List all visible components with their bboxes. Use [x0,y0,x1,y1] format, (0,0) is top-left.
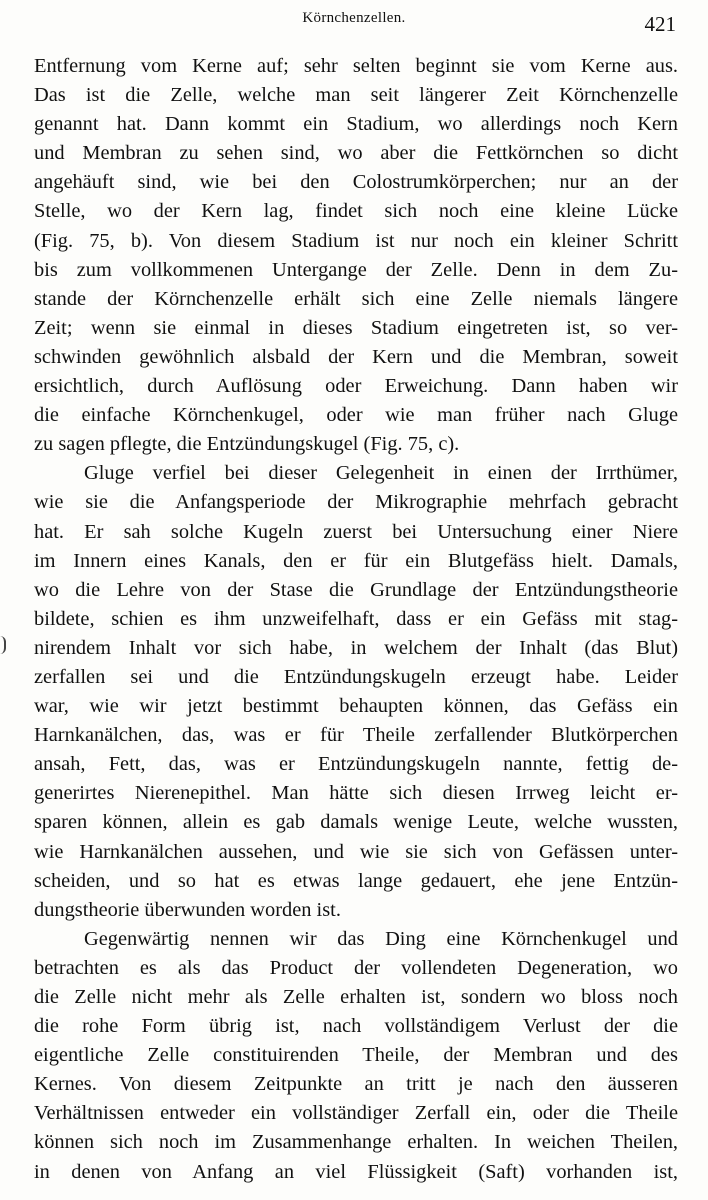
text-line: war, wie wir jetzt bestimmt behaupten können, das Gefäss ein [34,695,678,718]
text-line: Zeit; wenn sie einmal in dieses Stadium eingetreten ist, so ver- [34,316,678,339]
text-line: (Fig. 75, b). Von diesem Stadium ist nur noch ein kleiner Schritt [34,229,678,252]
text-line: Gluge verfiel bei dieser Gelegenheit in einen der Irrthümer, [84,462,678,485]
text-line: die Zelle nicht mehr als Zelle erhalten ist, sondern wo bloss noch [34,986,678,1008]
text-line: sparen können, allein es gab damals wenige Leute, welche wussten, [34,811,678,834]
running-title: Körnchenzellen. [302,10,406,26]
text-line: die einfache Körnchenkugel, oder wie man früher nach Gluge [34,404,678,427]
text-line: wie sie die Anfangsperiode der Mikrographie mehrfach gebracht [34,491,678,514]
text-line: angehäuft sind, wie bei den Colostrumkörperchen; nur an der [34,171,678,194]
text-line: wo die Lehre von der Stase die Grundlage der Entzündungstheorie [34,578,678,601]
text-line: zerfallen sei und die Entzündungskugeln erzeugt habe. Leider [34,665,678,688]
text-line: können sich noch im Zusammenhange erhalten. In weichen Theilen, [34,1131,678,1154]
text-line: bildete, schien es ihm unzweifelhaft, dass er ein Gefäss mit stag- [34,607,678,630]
text-line: in denen von Anfang an viel Flüssigkeit (Saft) vorhanden ist, [34,1160,678,1183]
text-line: dungstheorie überwunden worden ist. [34,898,341,921]
text-line: Kernes. Von diesem Zeitpunkte an tritt je nach den äusseren [34,1073,678,1096]
text-line: bis zum vollkommenen Untergange der Zelle. Denn in dem Zu- [34,258,678,281]
text-line: betrachten es als das Product der vollendeten Degeneration, wo [34,956,678,979]
text-line: Verhältnissen entweder ein vollständiger Zerfall ein, oder die Theile [34,1102,678,1125]
text-line: wie Harnkanälchen aussehen, und wie sie sich von Gefässen unter- [34,840,678,863]
text-line: Harnkanälchen, das, was er für Theile zerfallender Blutkörperchen [34,724,678,747]
text-line: Stelle, wo der Kern lag, findet sich noch eine kleine Lücke [34,200,678,223]
margin-bracket-mark [0,636,6,654]
page-number: 421 [644,12,676,36]
page-header [0,6,708,36]
text-line: und Membran zu sehen sind, wo aber die Fettkörnchen so dicht [34,142,678,165]
text-line: genannt hat. Dann kommt ein Stadium, wo allerdings noch Kern [34,113,678,136]
text-line: im Innern eines Kanals, den er für ein Blutgefäss hielt. Damals, [34,549,678,572]
body-text [34,52,678,1187]
text-line: ersichtlich, durch Auflösung oder Erweichung. Dann haben wir [34,375,678,398]
text-line: hat. Er sah solche Kugeln zuerst bei Untersuchung einer Niere [34,520,678,543]
text-line: Entfernung vom Kerne auf; sehr selten beginnt sie vom Kerne aus. [34,55,678,77]
text-line: ansah, Fett, das, was er Entzündungskugeln nannte, fettig de- [34,753,678,776]
text-line: zu sagen pflegte, die Entzündungskugel (Fig. 75, c). [34,433,460,456]
text-line: die rohe Form übrig ist, nach vollständigem Verlust der die [34,1015,678,1038]
text-line: stande der Körnchenzelle erhält sich eine Zelle niemals längere [34,287,678,310]
text-line: Gegenwärtig nennen wir das Ding eine Körnchenkugel und [84,927,678,950]
text-line: generirtes Nierenepithel. Man hätte sich diesen Irrweg leicht er- [34,782,678,805]
text-line: Das ist die Zelle, welche man seit längerer Zeit Körnchenzelle [34,84,678,107]
text-line: schwinden gewöhnlich alsbald der Kern und die Membran, soweit [34,345,678,368]
text-line: nirendem Inhalt vor sich habe, in welchem der Inhalt (das Blut) [34,636,678,659]
text-line: scheiden, und so hat es etwas lange gedauert, ehe jene Entzün- [34,869,678,892]
text-line: eigentliche Zelle constituirenden Theile, der Membran und des [34,1044,678,1067]
